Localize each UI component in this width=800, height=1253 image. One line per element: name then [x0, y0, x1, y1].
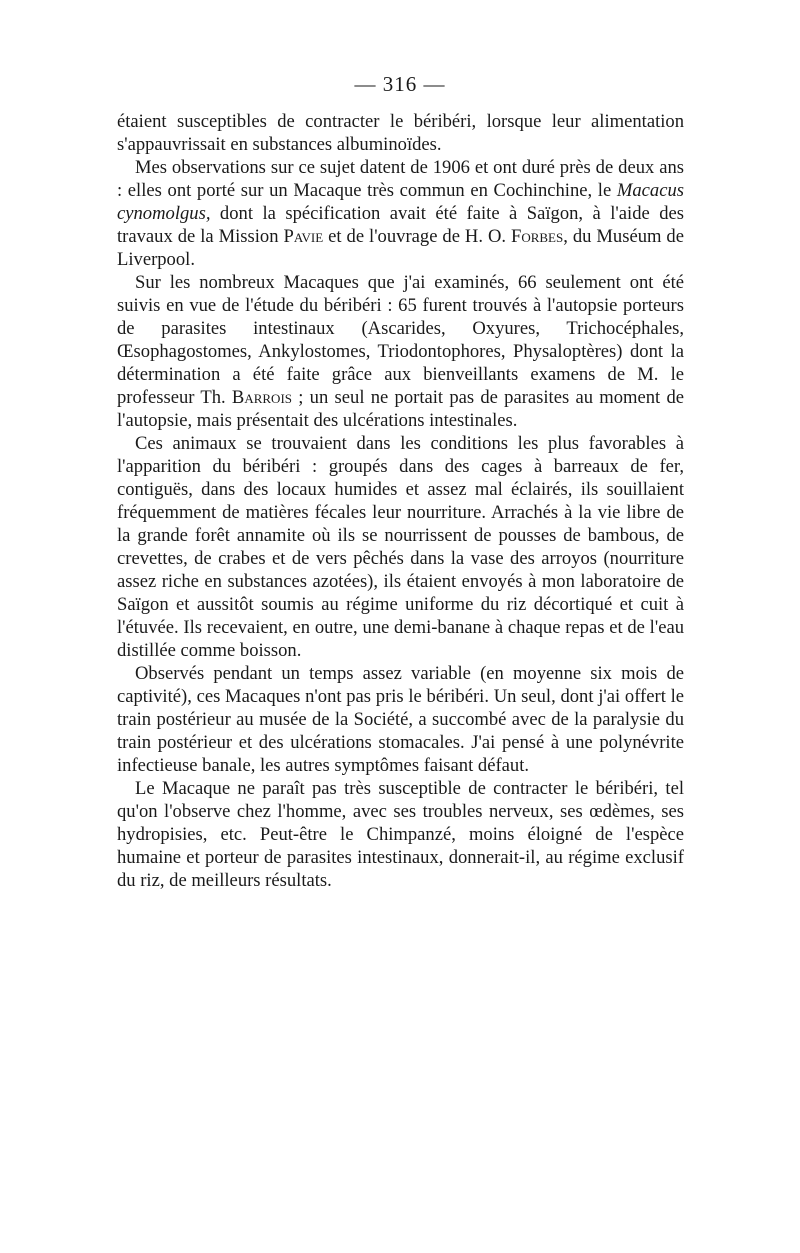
body-text — [117, 110, 684, 892]
text-run: , du Muséum de Liverpool. — [117, 226, 684, 270]
author-name-barrois: Barrois — [231, 387, 293, 408]
paragraph-2 — [117, 156, 684, 271]
text-run: Observés pendant un temps assez variable (en moyenne six mois de captivité), ces Macaques n'ont pas pris le béribéri. Un seul, dont j'ai offert le train postérieur au musée de la Société, a succombé avec de la paralysie du train postérieur et des ulcérations stomacales. J'ai pensé à une polynévrite infectieuse banale, les autres symptômes faisant défaut. — [117, 663, 684, 776]
paragraph-5 — [117, 662, 684, 777]
text-run: Le Macaque ne paraît pas très susceptible de contracter le béribéri, tel qu'on l'observe chez l'homme, avec ses troubles nerveux, ses œdèmes, ses hydropisies, etc. Peut-être le Chimpanzé, moins éloigné de l'espèce humaine et porteur de parasites intestinaux, donnerait-il, au régime exclusif du riz, de meilleurs résultats. — [117, 778, 684, 891]
text-run: Sur les nombreux Macaques que j'ai examinés, 66 seulement ont été suivis en vue de l'étude du béribéri : 65 furent trouvés à l'autopsie porteurs de parasites intestinaux (Ascarides, Oxyures, Trichocéphales, Œsophagostomes, Ankylostomes, Triodontophores, Physaloptères) dont la détermination a été faite grâce aux bienveillants examens de M. le professeur Th. — [117, 272, 684, 408]
text-run: ; un seul ne portait pas de parasites au moment de l'autopsie, mais présentait des ulcérations intestinales. — [117, 387, 684, 431]
paragraph-6 — [117, 777, 684, 892]
paragraph-3 — [117, 271, 684, 432]
text-run: Mes observations sur ce sujet datent de 1906 et ont duré près de deux ans : elles ont porté sur un Macaque très commun en Cochinchine, le — [117, 157, 684, 201]
text-run: et de l'ouvrage de H. O. — [323, 226, 511, 247]
author-name-pavie: Pavie — [283, 226, 324, 247]
page-number: — 316 — — [354, 72, 446, 96]
paragraph-1 — [117, 110, 684, 156]
paragraph-4 — [117, 432, 684, 662]
text-run: étaient susceptibles de contracter le béribéri, lorsque leur alimentation s'appauvrissait en substances albuminoïdes. — [117, 111, 684, 155]
text-run: Ces animaux se trouvaient dans les conditions les plus favorables à l'apparition du béribéri : groupés dans des cages à barreaux de fer, contiguës, dans des locaux humides et assez mal éclairés, ils souillaient fréquemment de matières fécales leur nourriture. Arrachés à la vie libre de la grande forêt annamite où ils se nourrissent de pousses de bambous, de crevettes, de crabes et de vers pêchés dans la vase des arroyos (nourriture assez riche en substances azotées), ils étaient envoyés à mon laboratoire de Saïgon et aussitôt soumis au régime uniforme du riz décortiqué et cuit à l'étuvée. Ils recevaient, en outre, une demi-banane à chaque repas et de l'eau distillée comme boisson. — [117, 433, 684, 661]
text-run: dont la spécification avait été faite à Saïgon, à l'aide des travaux de la Mission — [117, 203, 684, 247]
species-name: Macacus cynomolgus, — [117, 180, 684, 224]
author-name-forbes: Forbes — [510, 226, 564, 247]
